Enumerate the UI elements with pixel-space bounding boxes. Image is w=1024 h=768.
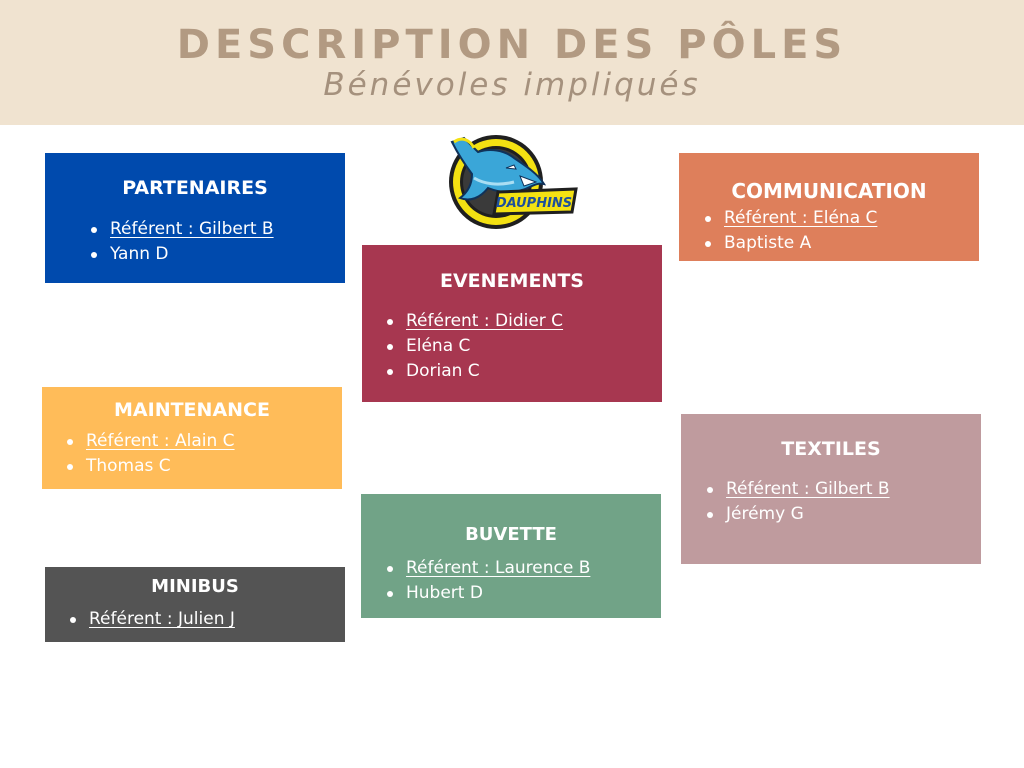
member-item: Hubert D (385, 581, 590, 606)
pole-card-partenaires (45, 153, 345, 283)
referent-item: Référent : Didier C (385, 309, 563, 334)
pole-title: MAINTENANCE (114, 399, 270, 421)
pole-card-evenements (362, 245, 662, 402)
pole-card-communication (679, 153, 979, 261)
member-item: Jérémy G (705, 502, 890, 527)
referent-item: Référent : Gilbert B (89, 217, 274, 242)
pole-title: EVENEMENTS (440, 270, 584, 292)
header-banner (0, 0, 1024, 125)
member-list (385, 309, 563, 384)
referent-item: Référent : Gilbert B (705, 477, 890, 502)
pole-title: COMMUNICATION (731, 179, 927, 203)
member-item: Thomas C (65, 454, 235, 479)
member-list (705, 477, 890, 527)
member-item: Baptiste A (703, 231, 877, 256)
member-list (89, 217, 274, 267)
pole-title: MINIBUS (151, 576, 239, 597)
dauphins-logo-icon (444, 132, 580, 236)
referent-item: Référent : Eléna C (703, 206, 877, 231)
page-title: DESCRIPTION DES PÔLES (176, 22, 848, 68)
member-list (68, 607, 235, 632)
member-item: Yann D (89, 242, 274, 267)
page-subtitle: Bénévoles impliqués (323, 67, 701, 103)
member-item: Eléna C (385, 334, 563, 359)
pole-title: PARTENAIRES (122, 177, 268, 199)
member-list (65, 429, 235, 479)
pole-title: TEXTILES (781, 438, 881, 460)
pole-title: BUVETTE (465, 524, 557, 545)
member-item: Dorian C (385, 359, 563, 384)
member-list (385, 556, 590, 606)
pole-card-textiles (681, 414, 981, 564)
referent-item: Référent : Laurence B (385, 556, 590, 581)
referent-item: Référent : Julien J (68, 607, 235, 632)
pole-card-maintenance (42, 387, 342, 489)
logo-text: DAUPHINS (495, 196, 573, 211)
member-list (703, 206, 877, 256)
pole-card-buvette (361, 494, 661, 618)
referent-item: Référent : Alain C (65, 429, 235, 454)
pole-card-minibus (45, 567, 345, 642)
